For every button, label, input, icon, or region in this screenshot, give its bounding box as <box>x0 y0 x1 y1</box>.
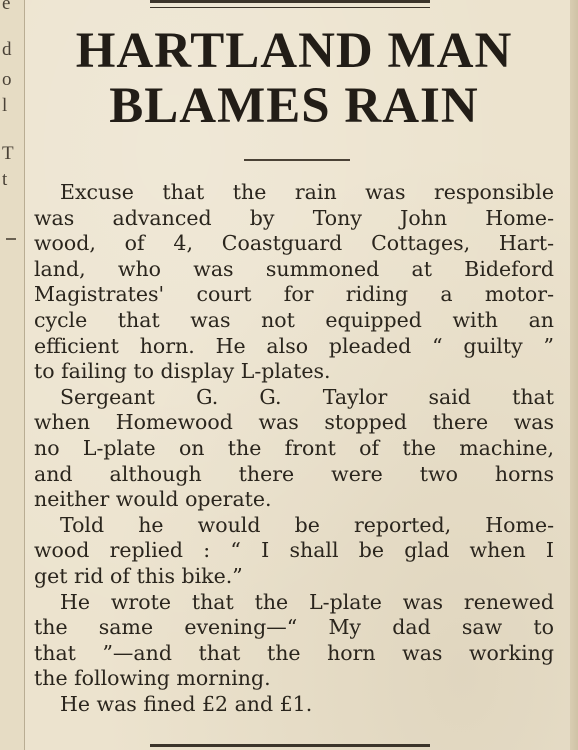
column-divider <box>24 0 25 750</box>
fragment-letter: l <box>2 95 8 116</box>
fragment-letter: T <box>2 143 14 164</box>
article-line: land, who was summoned at Bideford <box>34 256 554 281</box>
fragment-letter: t <box>2 169 8 190</box>
article-line: the same evening—“ My dad saw to <box>34 615 554 640</box>
top-rule <box>150 0 430 3</box>
article-line: neither would operate. <box>34 487 272 512</box>
headline-line-1: HARTLAND MAN <box>75 23 513 79</box>
article-line: Excuse that the rain was responsible <box>60 180 554 204</box>
article-line: that ”—and that the horn was working <box>34 640 554 665</box>
headline <box>40 24 548 134</box>
article-line: Sergeant G. G. Taylor said that <box>60 384 554 409</box>
article-line: the following morning. <box>34 666 271 691</box>
fragment-letter: e <box>2 0 11 14</box>
article-line: wood, of 4, Coastguard Cottages, Hart- <box>34 231 554 256</box>
fragment-letter: o <box>2 69 12 90</box>
bottom-rule <box>150 744 430 747</box>
article-line: He wrote that the L-plate was renewed <box>60 589 554 614</box>
clipping-edge <box>570 0 578 750</box>
adjacent-column-fragment <box>0 0 24 750</box>
article-line: no L-plate on the front of the machine, <box>34 435 554 460</box>
fragment-dash <box>6 238 16 240</box>
article-line: efficient horn. He also pleaded “ guilty ” <box>34 333 554 358</box>
headline-divider <box>244 159 350 161</box>
article-line: when Homewood was stopped there was <box>34 410 554 435</box>
article-body <box>34 180 554 717</box>
article-line: and although there were two horns <box>34 461 554 486</box>
headline-line-2: BLAMES RAIN <box>109 78 479 134</box>
article-line: Magistrates' court for riding a motor- <box>34 282 554 307</box>
article-line: wood replied : “ I shall be glad when I <box>34 538 554 563</box>
article-line: to failing to display L-plates. <box>34 359 331 384</box>
article-line: He was fined £2 and £1. <box>60 691 313 716</box>
article-line: cycle that was not equipped with an <box>34 307 554 332</box>
article-line: was advanced by Tony John Home- <box>34 205 554 230</box>
top-rule-thin <box>150 7 430 8</box>
fragment-letter: d <box>2 39 12 60</box>
article-line: Told he would be reported, Home- <box>60 512 554 537</box>
article-line: get rid of this bike.” <box>34 563 243 588</box>
